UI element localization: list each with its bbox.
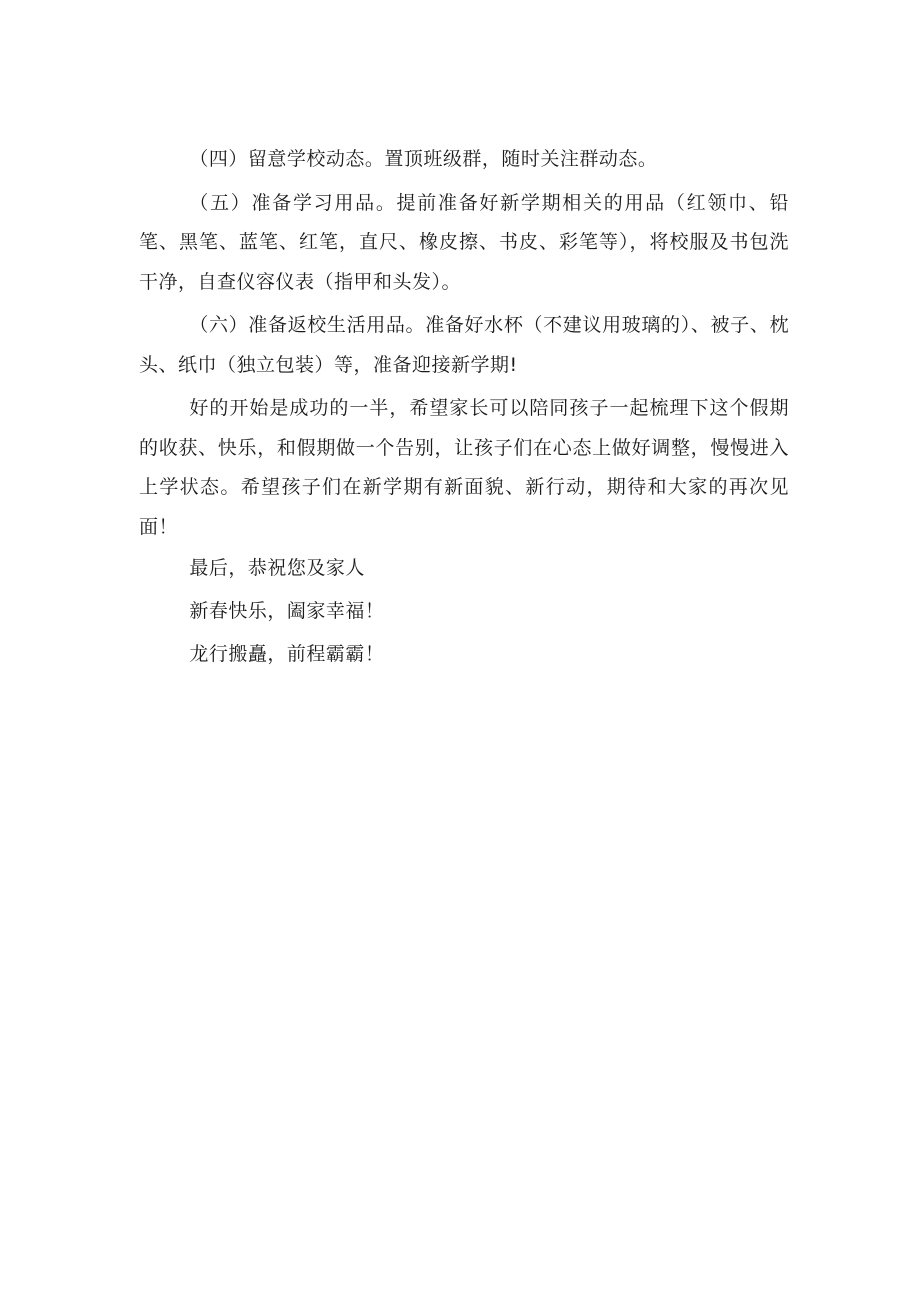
document-body [139,140,789,676]
paragraph-good-start: 好的开始是成功的一半，希望家长可以陪同孩子一起梳理下这个假期的收获、快乐，和假期做一个告别，让孩子们在心态上做好调整，慢慢进入上学状态。希望孩子们在新学期有新面貌、新行动，期待和大家的再次见面！ [139,397,789,538]
paragraph-living-supplies: （六）准备返校生活用品。准备好水杯（不建议用玻璃的）、被子、枕头、纸巾（独立包装）等，准备迎接新学期! [139,314,789,376]
closing-line-1: 最后，恭祝您及家人 [189,557,365,579]
paragraph-study-supplies: （五）准备学习用品。提前准备好新学期相关的用品（红领巾、铅笔、黑笔、蓝笔、红笔，直尺、橡皮擦、书皮、彩笔等），将校服及书包洗干净，自查仪容仪表（指甲和头发）。 [139,191,789,293]
paragraph-school-updates: （四）留意学校动态。置顶班级群，随时关注群动态。 [189,148,658,170]
closing-line-2: 新春快乐，阖家幸福！ [189,600,385,622]
closing-line-3: 龙行搬矗，前程霸霸！ [189,643,385,665]
